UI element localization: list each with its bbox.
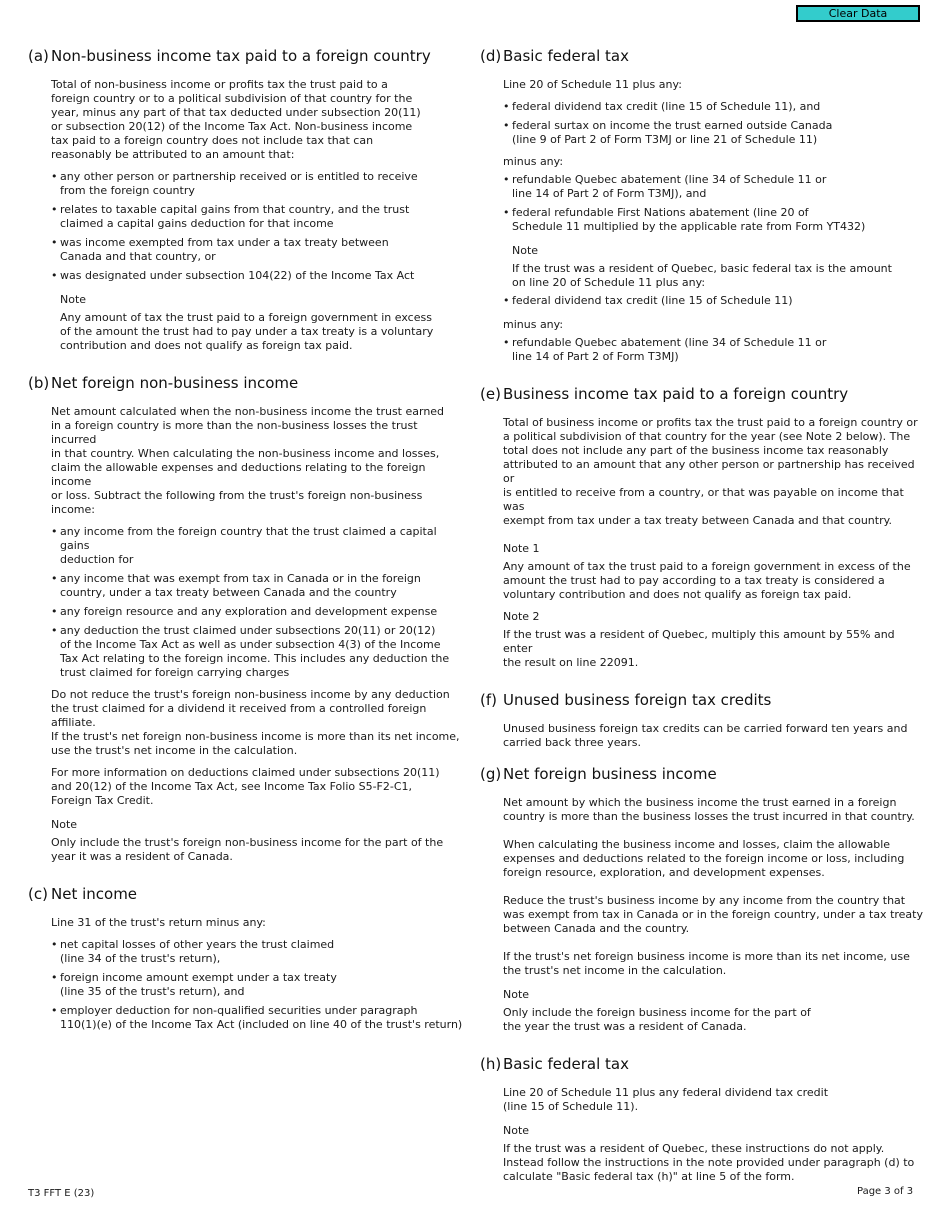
list-item: • net capital losses of other years the trust claimed (line 34 of the trust's return),: [51, 938, 466, 966]
section-e-note-2-title: Note 2: [503, 610, 540, 623]
section-d-note-plus-list: [503, 294, 924, 308]
section-g: [480, 764, 924, 1034]
section-b-note-title: Note: [51, 818, 78, 831]
section-d-minus: minus any:: [503, 155, 564, 168]
section-b-list: [51, 525, 466, 680]
section-a-heading: (a) Non-business income tax paid to a foreign country: [28, 47, 431, 65]
section-g-note: Only include the foreign business income for the part of the year the trust was a resident of Canada.: [503, 1006, 811, 1033]
section-a-intro: Total of non-business income or profits tax the trust paid to a foreign country or to a political subdivision of that country for the year, minus any part of that tax deducted under subsection 20(11) or subsection 20(12) of the Income Tax Act. Non-business income tax paid to a foreign country does not include tax that can reasonably be attributed to an amount that:: [51, 78, 421, 161]
section-d-heading: (d) Basic federal tax: [480, 47, 629, 65]
section-b-paragraph-3: For more information on deductions claimed under subsections 20(11) and 20(12) of the Income Tax Act, see Income Tax Folio S5-F2-C1, Foreign Tax Credit.: [51, 766, 440, 807]
list-item: • federal refundable First Nations abatement (line 20 of Schedule 11 multiplied by the applicable rate from Form YT432): [503, 206, 924, 234]
section-b-paragraph-2: Do not reduce the trust's foreign non-business income by any deduction the trust claimed for a dividend it received from a controlled foreign affiliate. If the trust's net foreign non-business income is more than its net income, use the trust's net income in the calculation.: [51, 688, 460, 757]
section-d-note: If the trust was a resident of Quebec, basic federal tax is the amount on line 20 of Schedule 11 plus any:: [512, 262, 892, 289]
section-e-heading: (e) Business income tax paid to a foreign country: [480, 385, 849, 403]
page-number: Page 3 of 3: [857, 1186, 914, 1197]
list-item: • federal dividend tax credit (line 15 of Schedule 11): [503, 294, 924, 308]
list-item: • any income that was exempt from tax in Canada or in the foreign country, under a tax treaty between Canada and the country: [51, 572, 466, 600]
section-b-intro: Net amount calculated when the non-business income the trust earned in a foreign country is more than the non-business losses the trust incurred in that country. When calculating the non-business income and losses, claim the allowable expenses and deductions relating to the foreign income or loss. Subtract the following from the trust's foreign non-business income:: [51, 405, 445, 516]
section-d-note-title: Note: [512, 244, 539, 257]
list-item: • relates to taxable capital gains from that country, and the trust claimed a capital gains deduction for that income: [51, 203, 466, 231]
section-e-note-1: Any amount of tax the trust paid to a foreign government in excess of the amount the trust had to pay according to a tax treaty is considered a voluntary contribution and does not qualify as foreign tax paid.: [503, 560, 911, 601]
section-g-note-title: Note: [503, 988, 530, 1001]
left-column: [28, 46, 466, 1052]
section-d-note-minus-list: [503, 336, 924, 364]
section-b-note: Only include the trust's foreign non-business income for the part of the year it was a resident of Canada.: [51, 836, 444, 863]
section-f: [480, 690, 924, 750]
section-c-heading: (c) Net income: [28, 885, 138, 903]
section-h: [480, 1054, 924, 1184]
section-d-plus-list: [503, 100, 924, 147]
section-g-paragraph-2: When calculating the business income and losses, claim the allowable expenses and deductions related to the foreign income or loss, including foreign resource, exploration, and development expenses.: [503, 838, 905, 879]
list-item: • any deduction the trust claimed under subsections 20(11) or 20(12) of the Income Tax Act as well as under subsection 4(3) of the Income Tax Act relating to the foreign income. This includes any deduction the trust claimed for foreign carrying charges: [51, 624, 466, 680]
section-a: [28, 46, 466, 353]
section-f-intro: Unused business foreign tax credits can be carried forward ten years and carried back three years.: [503, 722, 908, 749]
section-b: [28, 373, 466, 864]
section-e-intro: Total of business income or profits tax the trust paid to a foreign country or a political subdivision of that country for the year (see Note 2 below). The total does not include any part of the business income tax reasonably attributed to an amount that any other person or partnership has received or is entitled to receive from a country, or that was payable on income that was exempt from tax under a tax treaty between Canada and that country.: [503, 416, 918, 527]
right-column: [480, 46, 924, 1204]
list-item: • was designated under subsection 104(22) of the Income Tax Act: [51, 269, 466, 283]
section-e: [480, 384, 924, 670]
section-e-note-1-title: Note 1: [503, 542, 540, 555]
section-h-note: If the trust was a resident of Quebec, these instructions do not apply. Instead follow the instructions in the note provided under paragraph (d) to calculate "Basic federal tax (h)" at line 5 of the form.: [503, 1142, 915, 1183]
list-item: • any income from the foreign country that the trust claimed a capital gains deduction for: [51, 525, 466, 567]
section-d-intro: Line 20 of Schedule 11 plus any:: [503, 78, 682, 91]
section-c: [28, 884, 466, 1032]
list-item: • was income exempted from tax under a tax treaty between Canada and that country, or: [51, 236, 466, 264]
section-f-heading: (f) Unused business foreign tax credits: [480, 691, 772, 709]
list-item: • any other person or partnership received or is entitled to receive from the foreign country: [51, 170, 466, 198]
section-d-minus-list: [503, 173, 924, 234]
clear-data-button[interactable]: Clear Data: [796, 5, 920, 22]
section-c-list: [51, 938, 466, 1032]
section-c-intro: Line 31 of the trust's return minus any:: [51, 916, 266, 929]
section-h-intro: Line 20 of Schedule 11 plus any federal dividend tax credit (line 15 of Schedule 11).: [503, 1086, 829, 1113]
list-item: • employer deduction for non-qualified securities under paragraph 110(1)(e) of the Income Tax Act (included on line 40 of the trust's return): [51, 1004, 466, 1032]
section-g-paragraph-1: Net amount by which the business income the trust earned in a foreign country is more than the business losses the trust incurred in that country.: [503, 796, 915, 823]
section-a-list: [51, 170, 466, 283]
section-a-note: Any amount of tax the trust paid to a foreign government in excess of the amount the trust had to pay under a tax treaty is a voluntary contribution and does not qualify as foreign tax paid.: [60, 311, 434, 352]
section-e-note-2: If the trust was a resident of Quebec, multiply this amount by 55% and enter the result on line 22091.: [503, 628, 895, 669]
section-h-heading: (h) Basic federal tax: [480, 1055, 629, 1073]
section-h-note-title: Note: [503, 1124, 530, 1137]
section-g-paragraph-3: Reduce the trust's business income by any income from the country that was exempt from tax in Canada or in the foreign country, under a tax treaty between Canada and the country.: [503, 894, 923, 935]
section-b-heading: (b) Net foreign non-business income: [28, 374, 299, 392]
list-item: • any foreign resource and any exploration and development expense: [51, 605, 466, 619]
list-item: • refundable Quebec abatement (line 34 of Schedule 11 or line 14 of Part 2 of Form T3MJ): [503, 336, 924, 364]
list-item: • foreign income amount exempt under a tax treaty (line 35 of the trust's return), and: [51, 971, 466, 999]
section-a-note-title: Note: [60, 293, 87, 306]
section-d-note-minus: minus any:: [503, 318, 564, 331]
list-item: • federal surtax on income the trust earned outside Canada (line 9 of Part 2 of Form T3MJ or line 21 of Schedule 11): [503, 119, 924, 147]
form-code: T3 FFT E (23): [28, 1188, 95, 1199]
section-d: [480, 46, 924, 364]
section-g-heading: (g) Net foreign business income: [480, 765, 717, 783]
section-g-paragraph-4: If the trust's net foreign business income is more than its net income, use the trust's net income in the calculation.: [503, 950, 910, 977]
list-item: • federal dividend tax credit (line 15 of Schedule 11), and: [503, 100, 924, 114]
list-item: • refundable Quebec abatement (line 34 of Schedule 11 or line 14 of Part 2 of Form T3MJ), and: [503, 173, 924, 201]
